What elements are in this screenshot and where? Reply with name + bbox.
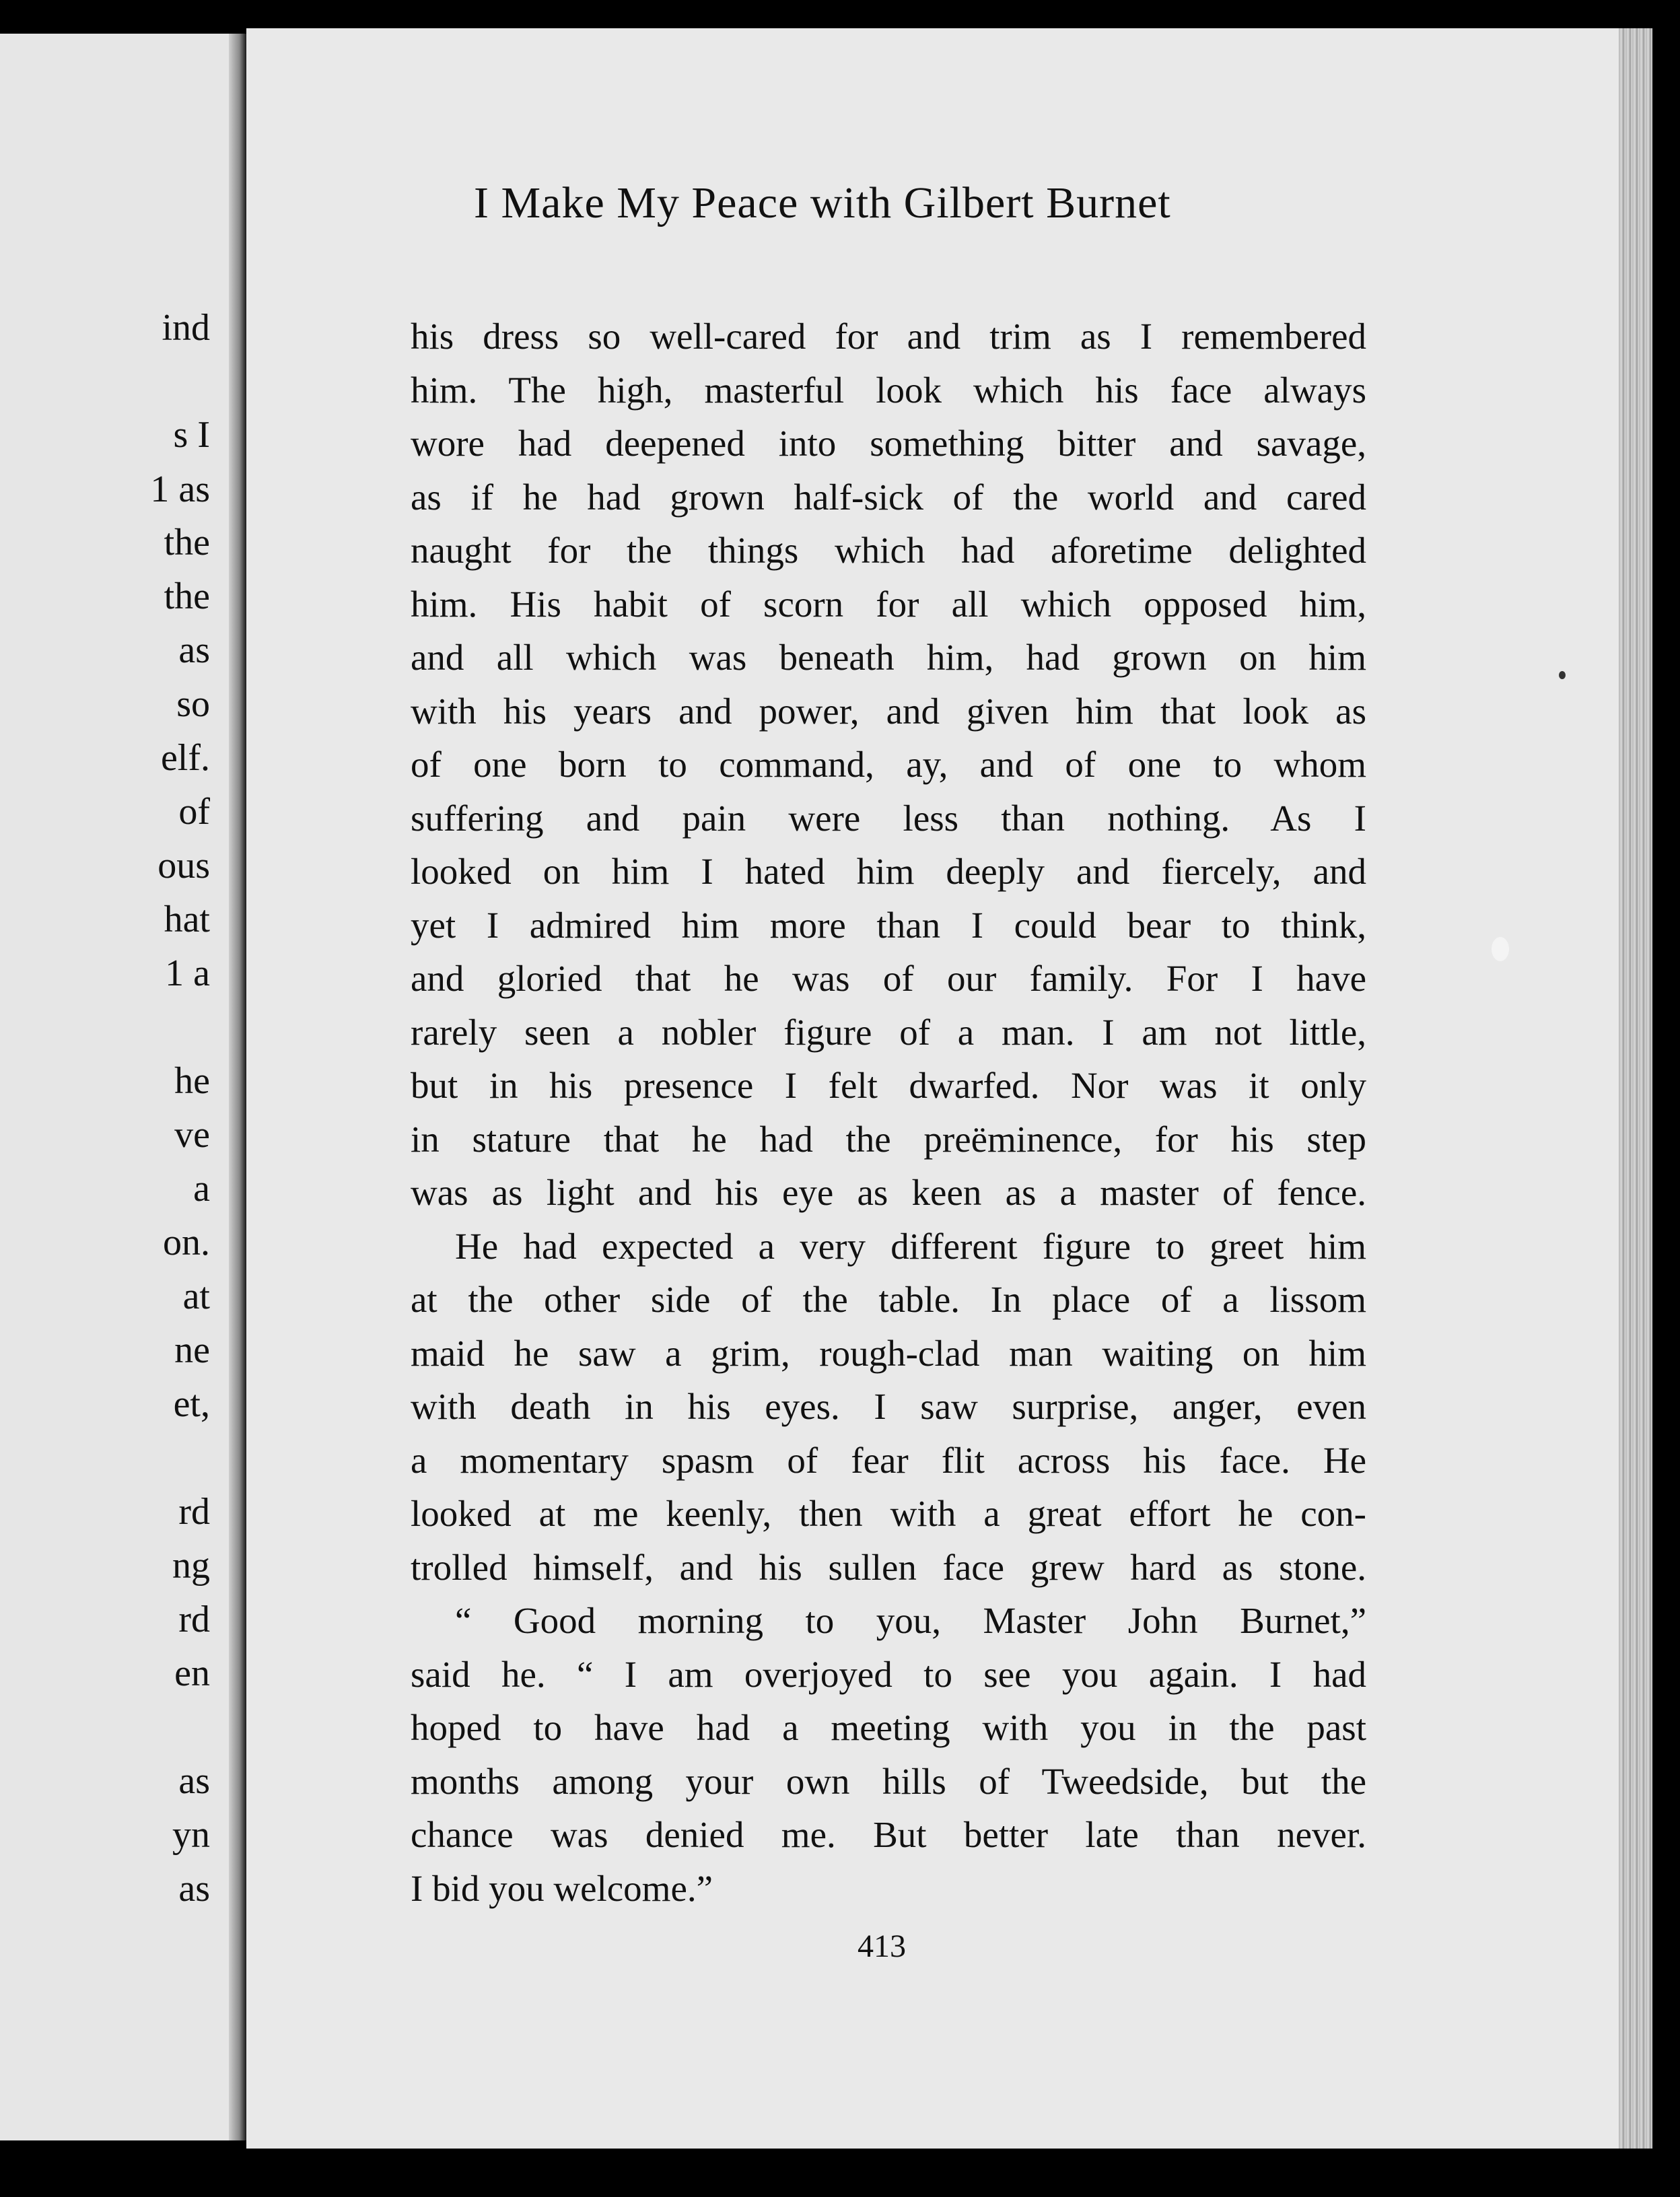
text-line: He had expected a very different figure to greet him bbox=[455, 1225, 1366, 1267]
left-line-fragment: a bbox=[193, 1168, 210, 1210]
left-line-fragment: elf. bbox=[160, 737, 210, 779]
left-line-fragment: the bbox=[164, 576, 210, 617]
left-line-fragment: en bbox=[174, 1652, 210, 1694]
running-head: I Make My Peace with Gilbert Burnet bbox=[474, 178, 1171, 228]
left-line-fragment: ve bbox=[174, 1114, 210, 1156]
text-line: yet I admired him more than I could bear to think, bbox=[411, 904, 1366, 946]
text-line: looked on him I hated him deeply and fiercely, and bbox=[411, 851, 1366, 892]
book-gutter bbox=[229, 34, 246, 2140]
left-line-fragment: of bbox=[178, 791, 210, 833]
text-line: in stature that he had the preëminence, for his step bbox=[411, 1118, 1366, 1160]
left-line-fragment: hat bbox=[164, 899, 210, 940]
text-line: suffering and pain were less than nothing. As I bbox=[411, 797, 1366, 839]
text-line: him. The high, masterful look which his face always bbox=[411, 369, 1366, 411]
text-line: naught for the things which had aforetime delighted bbox=[411, 530, 1366, 571]
text-line: at the other side of the table. In place of a lissom bbox=[411, 1279, 1366, 1320]
left-line-fragment: as bbox=[178, 1868, 210, 1910]
left-line-fragment: 1 a bbox=[165, 952, 210, 994]
text-line: with his years and power, and given him that look as bbox=[411, 690, 1366, 732]
body-text bbox=[411, 310, 1366, 1915]
text-line: and gloried that he was of our family. For I have bbox=[411, 958, 1366, 999]
left-line-fragment: the bbox=[164, 522, 210, 563]
print-speck bbox=[1492, 937, 1509, 961]
left-line-fragment: on. bbox=[163, 1222, 210, 1263]
left-page-fragment bbox=[0, 34, 229, 2140]
text-line: hoped to have had a meeting with you in the past bbox=[411, 1707, 1366, 1748]
text-line: looked at me keenly, then with a great effort he con- bbox=[411, 1493, 1366, 1534]
left-line-fragment: 1 as bbox=[150, 468, 210, 510]
page-edges bbox=[1619, 28, 1652, 2149]
text-line: a momentary spasm of fear flit across his face. He bbox=[411, 1439, 1366, 1481]
text-line: him. His habit of scorn for all which opposed him, bbox=[411, 583, 1366, 625]
left-line-fragment: as bbox=[178, 629, 210, 671]
text-line: and all which was beneath him, had grown on him bbox=[411, 637, 1366, 678]
page-number: 413 bbox=[858, 1928, 906, 1964]
text-line: his dress so well-cared for and trim as I remembered bbox=[411, 316, 1366, 357]
text-line: months among your own hills of Tweedside, but the bbox=[411, 1760, 1366, 1802]
text-line: with death in his eyes. I saw surprise, anger, even bbox=[411, 1386, 1366, 1427]
left-line-fragment: he bbox=[174, 1060, 210, 1102]
text-line: wore had deepened into something bitter and savage, bbox=[411, 423, 1366, 464]
text-line: maid he saw a grim, rough-clad man waiting on him bbox=[411, 1332, 1366, 1374]
text-line: I bid you welcome.” bbox=[411, 1867, 713, 1909]
left-line-fragment: rd bbox=[178, 1599, 210, 1640]
left-line-fragment: ous bbox=[158, 845, 210, 886]
text-line: but in his presence I felt dwarfed. Nor was it only bbox=[411, 1065, 1366, 1106]
text-line: rarely seen a nobler figure of a man. I am not little, bbox=[411, 1011, 1366, 1053]
text-line: of one born to command, ay, and of one to whom bbox=[411, 744, 1366, 785]
text-line: was as light and his eye as keen as a master of fence. bbox=[411, 1172, 1366, 1213]
left-line-fragment: s I bbox=[173, 414, 210, 456]
text-line: trolled himself, and his sullen face grew hard as stone. bbox=[411, 1546, 1366, 1588]
text-line: as if he had grown half-sick of the world and cared bbox=[411, 476, 1366, 518]
left-line-fragment: et, bbox=[173, 1383, 210, 1425]
left-line-fragment: ind bbox=[162, 307, 210, 349]
left-line-fragment: ne bbox=[174, 1329, 210, 1371]
left-line-fragment: yn bbox=[172, 1814, 210, 1856]
left-line-fragment: at bbox=[182, 1276, 210, 1317]
text-line: said he. “ I am overjoyed to see you again. I had bbox=[411, 1653, 1366, 1695]
text-line: chance was denied me. But better late than never. bbox=[411, 1814, 1366, 1855]
print-speck bbox=[1559, 671, 1566, 679]
left-line-fragment: so bbox=[176, 683, 210, 725]
text-line: “ Good morning to you, Master John Burnet,” bbox=[455, 1600, 1366, 1641]
left-line-fragment: rd bbox=[178, 1491, 210, 1533]
right-page bbox=[246, 28, 1632, 2149]
left-line-fragment: as bbox=[178, 1760, 210, 1802]
left-line-fragment: ng bbox=[172, 1545, 210, 1586]
